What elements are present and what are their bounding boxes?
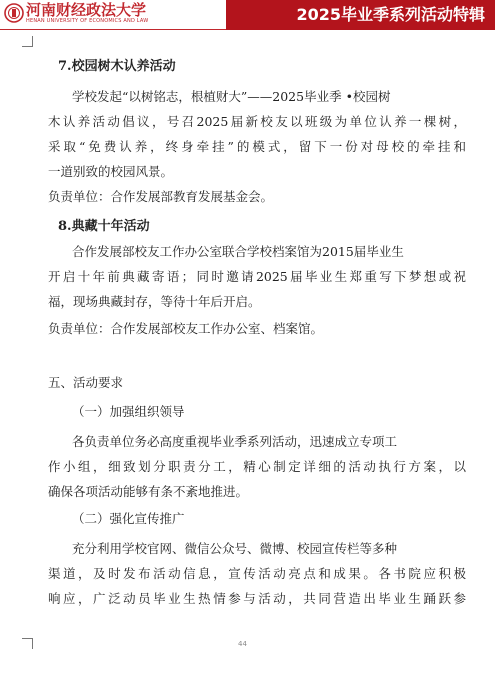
section-heading-8: 8.典藏十年活动 <box>58 219 150 234</box>
paragraph-line: 响应，广泛动员毕业生热情参与活动，共同营造出毕业生踊跃参 <box>48 591 466 606</box>
crop-mark-bottom-left <box>22 638 33 649</box>
subsection-heading-1: （一）加强组织领导 <box>72 404 185 419</box>
banner-title-bar <box>226 0 495 30</box>
crop-mark-top-left <box>22 36 33 47</box>
university-emblem-icon <box>4 3 24 23</box>
subsection-heading-2: （二）强化宣传推广 <box>72 511 185 526</box>
logo-text: 河南财经政法大学 <box>26 1 147 19</box>
paragraph-line: 学校发起“以树铭志，根植财大”——2025毕业季 •校园树 <box>72 89 391 104</box>
section-heading-requirements: 五、活动要求 <box>48 375 124 390</box>
banner-title: 2025毕业季系列活动特辑 <box>296 5 485 24</box>
paragraph-line: 木认养活动倡议，号召2025届新校友以班级为单位认养一棵树， <box>48 114 466 129</box>
paragraph-line: 采取“免费认养，终身牵挂”的模式，留下一份对母校的牵挂和 <box>48 139 466 154</box>
paragraph-line: 充分利用学校官网、微信公众号、微博、校园宣传栏等多种 <box>72 541 398 556</box>
responsible-unit: 负责单位：合作发展部校友工作办公室、档案馆。 <box>48 321 324 336</box>
paragraph-line: 开启十年前典藏寄语；同时邀请2025届毕业生郑重写下梦想或祝 <box>48 269 466 284</box>
paragraph-line: 确保各项活动能够有条不紊地推进。 <box>48 484 249 499</box>
page-number: 44 <box>238 640 247 648</box>
section-heading-7: 7.校园树木认养活动 <box>58 59 176 74</box>
paragraph-line: 渠道，及时发布活动信息，宣传活动亮点和成果。各书院应积极 <box>48 566 466 581</box>
university-logo <box>4 1 226 25</box>
logo-underline <box>0 29 226 30</box>
paragraph-line: 合作发展部校友工作办公室联合学校档案馆为2015届毕业生 <box>72 244 404 259</box>
header-banner <box>0 0 495 30</box>
paragraph-line: 一道别致的校园风景。 <box>48 164 174 179</box>
paragraph-line: 各负责单位务必高度重视毕业季系列活动，迅速成立专项工 <box>72 434 398 449</box>
responsible-unit: 负责单位：合作发展部教育发展基金会。 <box>48 189 274 204</box>
paragraph-line: 福，现场典藏封存，等待十年后开启。 <box>48 294 261 309</box>
logo-subtitle: HENAN UNIVERSITY OF ECONOMICS AND LAW <box>26 18 149 24</box>
paragraph-line: 作小组，细致划分职责分工，精心制定详细的活动执行方案，以 <box>48 459 466 474</box>
